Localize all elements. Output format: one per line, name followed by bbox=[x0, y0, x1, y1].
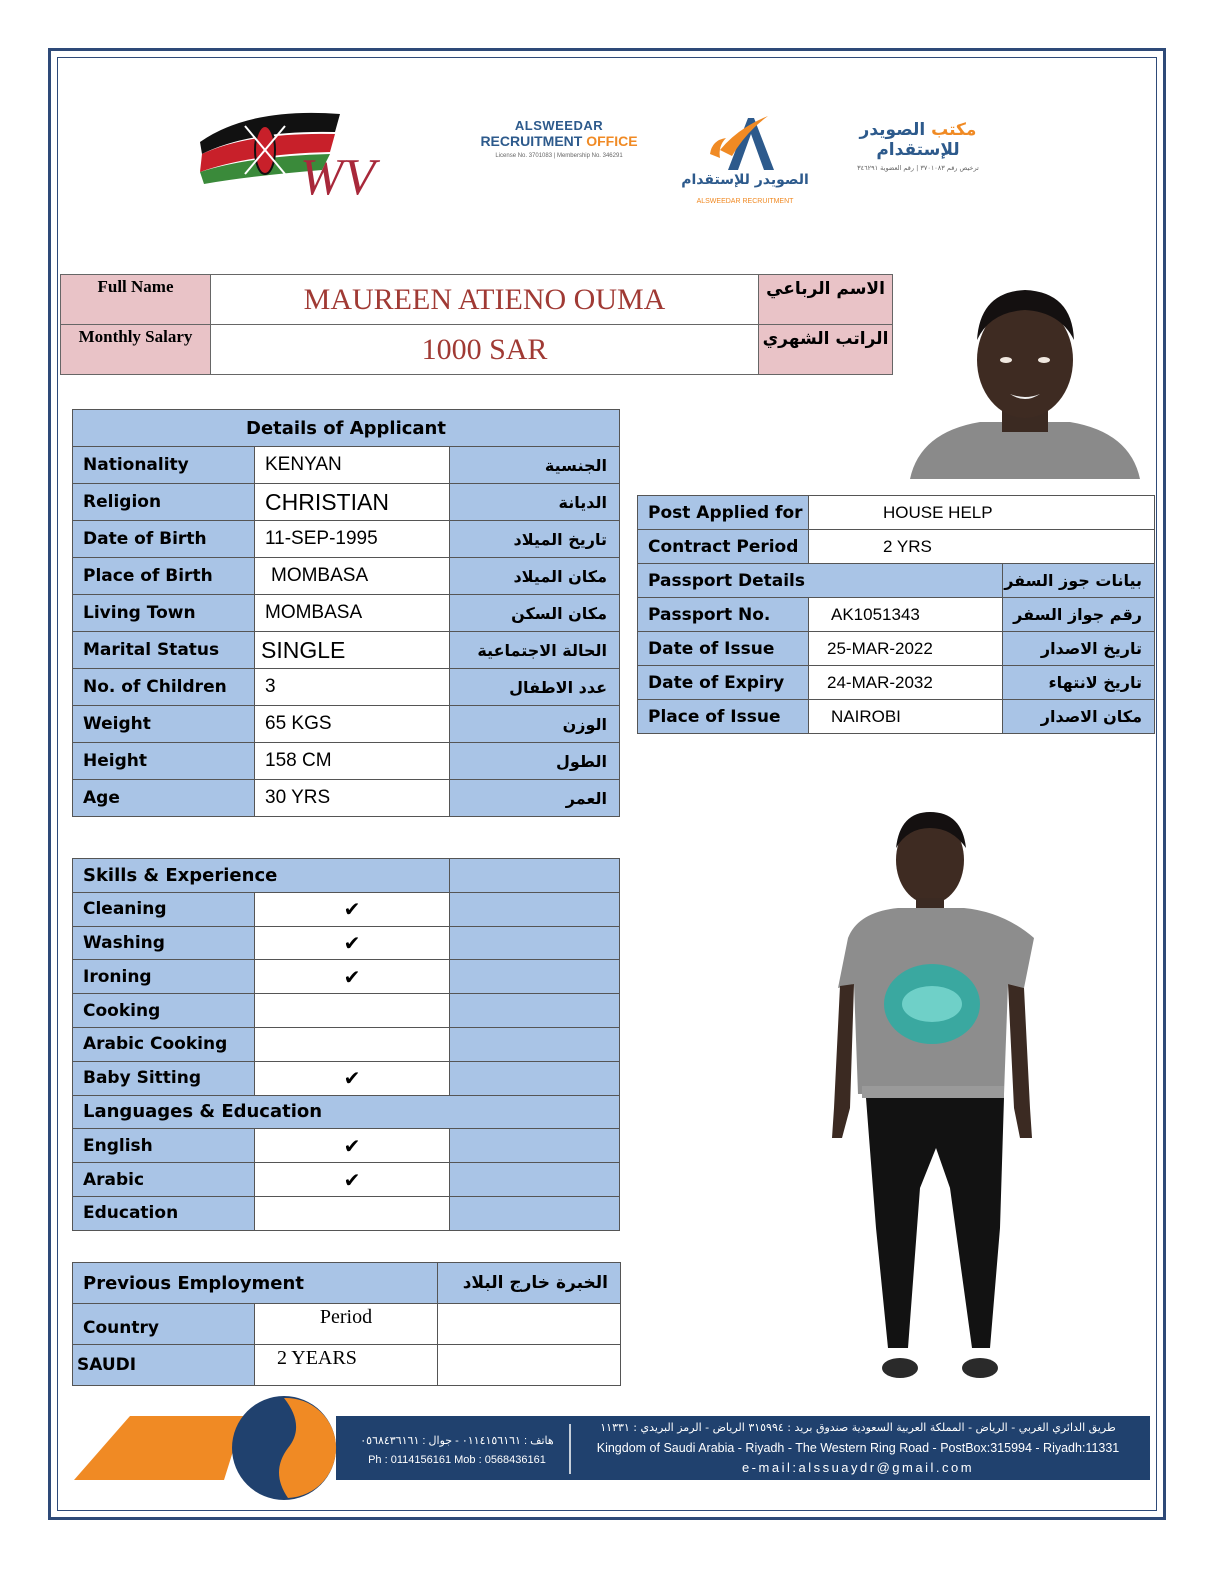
table-row bbox=[73, 1061, 620, 1095]
table-row bbox=[73, 1304, 621, 1345]
passport-value: AK1051343 bbox=[809, 598, 1003, 632]
check-mark-icon: ✔ bbox=[255, 1061, 450, 1095]
full-name-label: Full Name bbox=[61, 275, 211, 325]
table-row bbox=[73, 1345, 621, 1386]
a-letter-icon bbox=[680, 110, 810, 174]
passport-arabic: تاريخ لانتهاء bbox=[1003, 666, 1155, 700]
wv-logo-text: WV bbox=[300, 149, 376, 206]
passport-arabic: تاريخ الاصدار bbox=[1003, 632, 1155, 666]
table-row bbox=[73, 706, 620, 743]
applicant-full-body-photo bbox=[828, 808, 1046, 1396]
language-label: Arabic bbox=[73, 1163, 255, 1197]
languages-title: Languages & Education bbox=[73, 1095, 620, 1129]
details-arabic: الجنسية bbox=[450, 447, 620, 484]
skill-label: Baby Sitting bbox=[73, 1061, 255, 1095]
details-value: SINGLE bbox=[255, 632, 450, 669]
check-mark-icon: ✔ bbox=[255, 926, 450, 960]
post-value: HOUSE HELP bbox=[809, 496, 1155, 530]
check-mark-icon bbox=[255, 994, 450, 1028]
check-mark-icon bbox=[255, 1027, 450, 1061]
table-row bbox=[638, 530, 1155, 564]
table-row bbox=[73, 558, 620, 595]
table-row bbox=[73, 1163, 620, 1197]
salary-label: Monthly Salary bbox=[61, 325, 211, 375]
passport-value: 24-MAR-2032 bbox=[809, 666, 1003, 700]
table-row bbox=[73, 960, 620, 994]
previous-employment-title: Previous Employment bbox=[73, 1263, 438, 1304]
table-row bbox=[73, 743, 620, 780]
details-value: 11-SEP-1995 bbox=[255, 521, 450, 558]
footer-address-arabic: طريق الدائري الغربي - الرياض - المملكة العربية السعودية صندوق بريد : ٣١٥٩٩٤ الرياض - الرمز البريدي : ١١٣٣١ bbox=[600, 1421, 1116, 1434]
details-arabic: عدد الاطفال bbox=[450, 669, 620, 706]
passport-label: Date of Expiry bbox=[638, 666, 809, 700]
salary-arabic: الراتب الشهري bbox=[759, 325, 893, 375]
footer-phone-english: Ph : 0114156161 Mob : 0568436161 bbox=[368, 1454, 546, 1466]
passport-value: NAIROBI bbox=[809, 700, 1003, 734]
table-row bbox=[73, 1129, 620, 1163]
a-letter-logo bbox=[680, 110, 810, 212]
applicant-details-table bbox=[72, 409, 620, 817]
language-label: English bbox=[73, 1129, 255, 1163]
footer-email: e-mail:alssuaydr@gmail.com bbox=[741, 1460, 975, 1475]
period-value: 2 YEARS bbox=[255, 1345, 438, 1386]
table-row bbox=[73, 521, 620, 558]
skill-label: Cooking bbox=[73, 994, 255, 1028]
full-name-arabic: الاسم الرباعي bbox=[759, 275, 893, 325]
passport-arabic: رقم جواز السفر bbox=[1003, 598, 1155, 632]
check-mark-icon: ✔ bbox=[255, 1163, 450, 1197]
check-mark-icon: ✔ bbox=[255, 1129, 450, 1163]
details-value: KENYAN bbox=[255, 447, 450, 484]
footer-phone bbox=[352, 1432, 562, 1470]
details-value: 65 KGS bbox=[255, 706, 450, 743]
details-arabic: تاريخ الميلاد bbox=[450, 521, 620, 558]
skill-label: Ironing bbox=[73, 960, 255, 994]
office-logo-line2: RECRUITMENT OFFICE bbox=[480, 133, 638, 149]
details-label: Nationality bbox=[73, 447, 255, 484]
table-row bbox=[73, 892, 620, 926]
post-label: Post Applied for bbox=[638, 496, 809, 530]
office-logo-english bbox=[478, 118, 640, 159]
passport-label: Place of Issue bbox=[638, 700, 809, 734]
table-row bbox=[73, 1196, 620, 1230]
name-salary-table bbox=[60, 274, 893, 375]
table-row bbox=[73, 994, 620, 1028]
previous-employment-table bbox=[72, 1262, 621, 1386]
table-row bbox=[73, 447, 620, 484]
table-row bbox=[638, 632, 1155, 666]
post-passport-table bbox=[637, 495, 1155, 734]
language-label: Education bbox=[73, 1196, 255, 1230]
table-row bbox=[638, 598, 1155, 632]
office-logo-arabic: مكتب الصويدر للإستقدام ترخيص رقم ٣٧٠١٠٨٣ | رقم العضوية ٣٤٦٢٩١ bbox=[826, 120, 1010, 172]
details-value: MOMBASA bbox=[255, 558, 450, 595]
table-row bbox=[73, 780, 620, 817]
details-label: Marital Status bbox=[73, 632, 255, 669]
office-logo-arabic-sub: ترخيص رقم ٣٧٠١٠٨٣ | رقم العضوية ٣٤٦٢٩١ bbox=[857, 164, 979, 172]
passport-value: 25-MAR-2022 bbox=[809, 632, 1003, 666]
previous-employment-arabic: الخبرة خارج البلاد bbox=[438, 1263, 621, 1304]
office-logo-line1: ALSWEEDAR bbox=[514, 118, 604, 133]
details-title: Details of Applicant bbox=[73, 410, 620, 447]
table-row bbox=[638, 666, 1155, 700]
table-row bbox=[73, 669, 620, 706]
footer-address bbox=[578, 1418, 1138, 1478]
details-value: CHRISTIAN bbox=[255, 484, 450, 521]
table-row bbox=[638, 496, 1155, 530]
passport-label: Date of Issue bbox=[638, 632, 809, 666]
contract-value: 2 YRS bbox=[809, 530, 1155, 564]
country-value: SAUDI bbox=[73, 1345, 255, 1386]
check-mark-icon: ✔ bbox=[255, 960, 450, 994]
details-arabic: مكان السكن bbox=[450, 595, 620, 632]
passport-label: Passport No. bbox=[638, 598, 809, 632]
check-mark-icon: ✔ bbox=[255, 892, 450, 926]
details-arabic: الديانة bbox=[450, 484, 620, 521]
details-arabic: الطول bbox=[450, 743, 620, 780]
skill-label: Cleaning bbox=[73, 892, 255, 926]
passport-details-label: Passport Details bbox=[638, 564, 1003, 598]
details-value: 3 bbox=[255, 669, 450, 706]
details-value: MOMBASA bbox=[255, 595, 450, 632]
period-header: Period bbox=[255, 1304, 438, 1345]
table-row bbox=[73, 1027, 620, 1061]
table-row bbox=[638, 564, 1155, 598]
details-label: No. of Children bbox=[73, 669, 255, 706]
applicant-portrait-photo bbox=[910, 282, 1140, 479]
details-arabic: العمر bbox=[450, 780, 620, 817]
skills-title: Skills & Experience bbox=[73, 859, 450, 893]
details-label: Religion bbox=[73, 484, 255, 521]
table-row bbox=[638, 700, 1155, 734]
footer-phone-arabic: هاتف : ٠١١٤١٥٦١٦١ - جوال : ٠٥٦٨٤٣٦١٦١ bbox=[360, 1435, 554, 1447]
details-arabic: الحالة الاجتماعية bbox=[450, 632, 620, 669]
office-logo-license: License No. 3701083 | Membership No. 346291 bbox=[495, 153, 623, 159]
details-arabic: مكان الميلاد bbox=[450, 558, 620, 595]
table-row bbox=[73, 595, 620, 632]
footer-address-english: Kingdom of Saudi Arabia - Riyadh - The Western Ring Road - PostBox:315994 - Riyadh:11331 bbox=[596, 1441, 1120, 1455]
details-value: 158 CM bbox=[255, 743, 450, 780]
a-logo-english: ALSWEEDAR RECRUITMENT bbox=[696, 198, 794, 205]
table-row bbox=[73, 632, 620, 669]
kenya-flag-logo bbox=[190, 102, 405, 207]
details-label: Living Town bbox=[73, 595, 255, 632]
country-header: Country bbox=[73, 1304, 255, 1345]
details-label: Date of Birth bbox=[73, 521, 255, 558]
details-label: Weight bbox=[73, 706, 255, 743]
details-label: Age bbox=[73, 780, 255, 817]
details-label: Place of Birth bbox=[73, 558, 255, 595]
details-arabic: الوزن bbox=[450, 706, 620, 743]
passport-arabic: مكان الاصدار bbox=[1003, 700, 1155, 734]
full-name-value: MAUREEN ATIENO OUMA bbox=[211, 275, 759, 325]
check-mark-icon bbox=[255, 1196, 450, 1230]
table-row bbox=[73, 484, 620, 521]
passport-details-arabic: بيانات جوز السفر bbox=[1003, 564, 1155, 598]
table-row bbox=[73, 926, 620, 960]
a-logo-arabic: الصويدر للإستقدام bbox=[681, 172, 809, 188]
skills-table bbox=[72, 858, 620, 1231]
skill-label: Arabic Cooking bbox=[73, 1027, 255, 1061]
salary-value: 1000 SAR bbox=[211, 325, 759, 375]
details-value: 30 YRS bbox=[255, 780, 450, 817]
details-label: Height bbox=[73, 743, 255, 780]
contract-label: Contract Period bbox=[638, 530, 809, 564]
skill-label: Washing bbox=[73, 926, 255, 960]
